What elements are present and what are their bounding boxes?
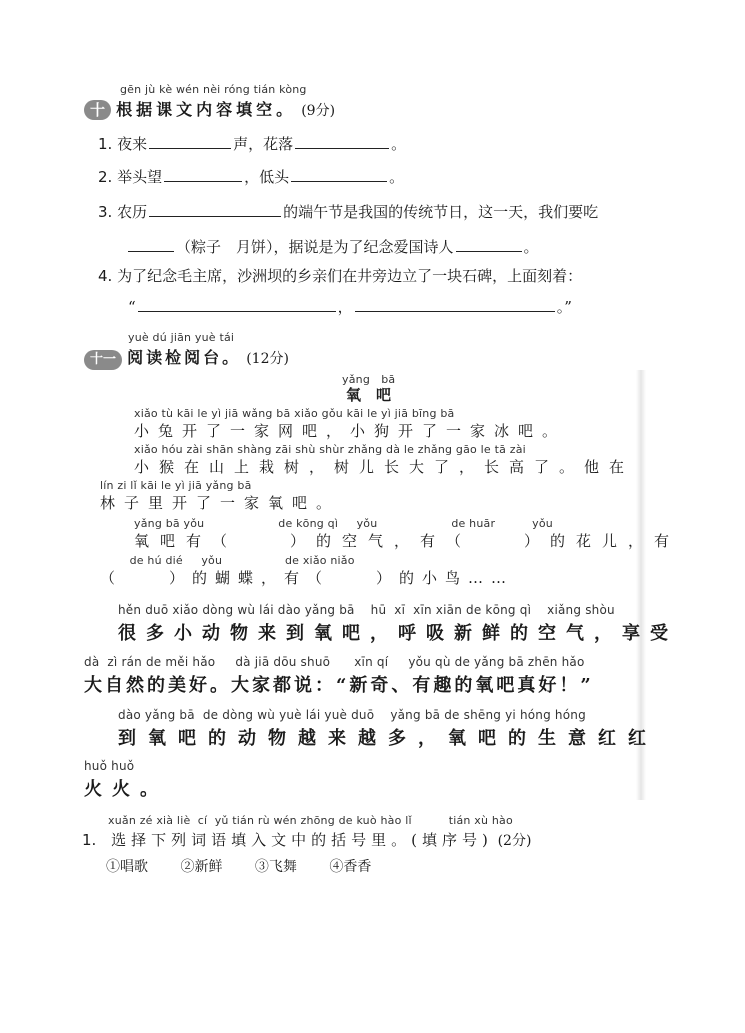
story-text-line: 大自然的美好。大家都说：“新奇、有趣的氧吧真好！” [84, 675, 594, 696]
quote-close: 。” [556, 298, 572, 316]
answer-blank[interactable] [355, 297, 555, 312]
q1-text: 选择下列词语填入文中的括号里。(填序号) [111, 831, 493, 849]
answer-blank[interactable] [164, 167, 242, 182]
story-title-pinyin: yǎng bā [342, 373, 396, 386]
question-number: 2. [98, 168, 113, 186]
story-text-line: 小兔开了一家网吧，小狗开了一家冰吧。 [134, 422, 567, 440]
section11-number-icon: 十一 [84, 350, 122, 370]
question-text: （粽子 月饼），据说是为了纪念爱国诗人 [176, 238, 454, 256]
question-text: 举头望 [117, 168, 163, 186]
section10-title: 根据课文内容填空。 [116, 100, 297, 119]
q1-number: 1. [82, 831, 97, 849]
story-text-line: 小猴在山上栽树，树儿长大了，长高了。他在 [134, 458, 635, 476]
question-text: 为了纪念毛主席，沙洲坝的乡亲们在井旁边立了一块石碑，上面刻着： [117, 267, 583, 285]
section10-score: (9分) [301, 103, 336, 119]
question-text: 。 [523, 238, 539, 256]
answer-blank[interactable] [138, 297, 336, 312]
answer-blank[interactable] [149, 202, 281, 217]
question-text: 声，花落 [233, 135, 294, 153]
q1-options [106, 856, 371, 876]
story-pinyin-line: yǎng bā yǒu de kōng qì yǒu de huār yǒu [134, 517, 553, 530]
quote-open: “ [128, 298, 136, 316]
section11-score: (12分) [246, 351, 289, 367]
section10-number-icon: 十 [84, 100, 111, 120]
section11-title: 阅读检阅台。 [127, 348, 242, 367]
story-pinyin-line: xiǎo hóu zài shān shàng zāi shù shùr zhǎng dà le zhǎng gāo le tā zài [134, 443, 526, 456]
option-item: ②新鲜 [180, 859, 223, 875]
option-item: ③飞舞 [254, 859, 297, 875]
question-2 [98, 166, 404, 187]
section11-header [84, 345, 289, 370]
story-text-line: 火火。 [84, 779, 168, 800]
story-pinyin-line: dà zì rán de měi hǎo dà jiā dōu shuō xīn qí yǒu qù de yǎng bā zhēn hǎo [84, 655, 585, 669]
question-1 [98, 133, 406, 154]
q1-pinyin: xuǎn zé xià liè cí yǔ tián rù wén zhōng de kuò hào lǐ tián xù hào [108, 814, 513, 827]
question-text: ， [337, 298, 353, 316]
story-text-line: 氧吧有（ ）的空气，有（ ）的花儿，有 [134, 532, 681, 550]
q1-line [82, 829, 531, 850]
answer-blank[interactable] [456, 237, 522, 252]
story-pinyin-line: dào yǎng bā de dòng wù yuè lái yuè duō yǎng bā de shēng yi hóng hóng [118, 708, 586, 722]
section11-pinyin: yuè dú jiān yuè tái [128, 331, 235, 344]
question-text: 。 [389, 168, 405, 186]
story-text-line: 很多小动物来到氧吧，呼吸新鲜的空气，享受 [118, 623, 678, 644]
option-item: ④香香 [329, 859, 372, 875]
story-pinyin-line: de hú dié yǒu de xiǎo niǎo [100, 554, 355, 567]
option-item: ①唱歌 [106, 859, 148, 875]
answer-blank[interactable] [291, 167, 387, 182]
answer-blank[interactable] [149, 134, 231, 149]
story-text-line: （ ）的蝴蝶，有（ ）的小鸟…… [100, 569, 515, 587]
question-3-line2 [126, 236, 539, 257]
answer-blank[interactable] [295, 134, 389, 149]
section10-pinyin: gēn jù kè wén nèi róng tián kòng [120, 83, 307, 96]
answer-blank[interactable] [128, 237, 174, 252]
story-title: 氧 吧 [346, 386, 392, 404]
question-number: 3. [98, 203, 113, 221]
story-pinyin-line: xiǎo tù kāi le yì jiā wǎng bā xiǎo gǒu kāi le yì jiā bīng bā [134, 407, 455, 420]
question-number: 4. [98, 267, 113, 285]
question-text: 。 [391, 135, 407, 153]
question-4 [98, 265, 582, 286]
story-text-line: 林子里开了一家氧吧。 [100, 494, 341, 512]
story-pinyin-line: lín zi lǐ kāi le yì jiā yǎng bā [100, 479, 252, 492]
story-pinyin-line: hěn duō xiǎo dòng wù lái dào yǎng bā hū xī xīn xiān de kōng qì xiǎng shòu [118, 603, 615, 617]
question-number: 1. [98, 135, 113, 153]
question-3 [98, 201, 598, 222]
question-text: ，低头 [244, 168, 290, 186]
question-text: 的端午节是我国的传统节日，这一天，我们要吃 [283, 203, 599, 221]
question-text: 农历 [117, 203, 148, 221]
question-text: 夜来 [117, 135, 148, 153]
section10-header [84, 97, 335, 120]
story-text-line: 到氧吧的动物越来越多，氧吧的生意红红 [118, 728, 658, 749]
question-4-line2 [128, 296, 572, 317]
story-pinyin-line: huǒ huǒ [84, 759, 135, 773]
q1-score: (2分) [497, 833, 532, 849]
